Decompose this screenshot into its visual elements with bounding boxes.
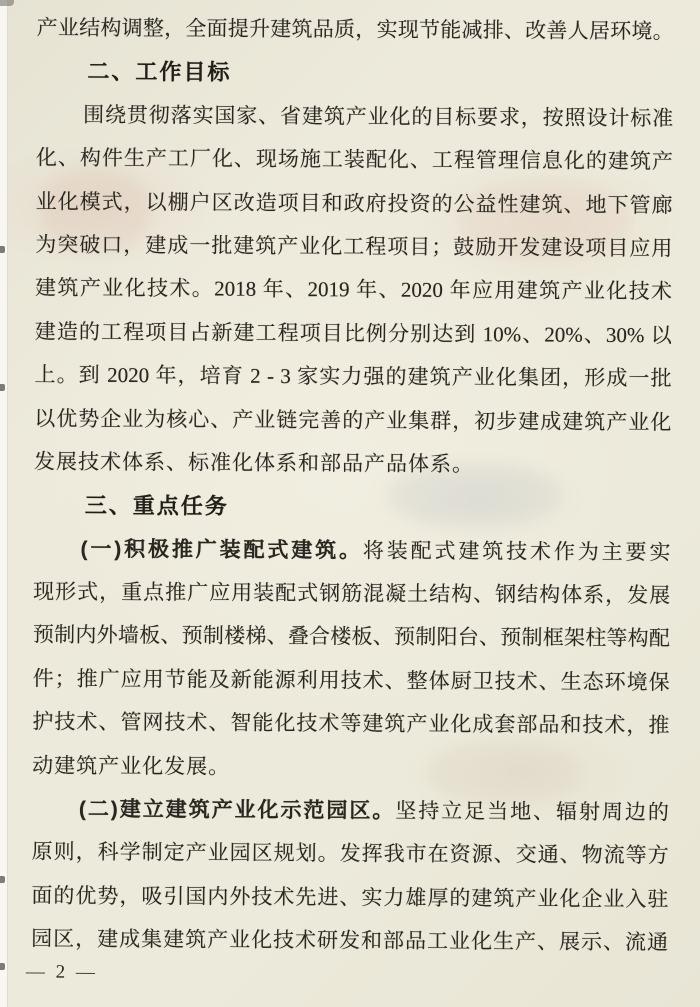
- text-line: 护技术、管网技术、智能化技术等建筑产业化成套部品和技术，推: [32, 709, 670, 738]
- text-line: 动建筑产业化发展。: [32, 753, 231, 779]
- text-line: (一)积极推广装配式建筑。将装配式建筑技术作为主要实: [80, 537, 671, 565]
- scan-edge-mark: [0, 876, 5, 883]
- text-line: 上。到 2020 年，培育 2 - 3 家实力强的建筑产业化集团，形成一批: [34, 362, 672, 391]
- text-line: 建筑产业化技术。2018 年、2019 年、2020 年应用建筑产业化技术: [35, 275, 673, 304]
- scan-corner-artifact: [0, 0, 14, 6]
- text-line: 产业结构调整，全面提升建筑品质，实现节能减排、改善人居环境。: [36, 15, 674, 44]
- text-line: 园区，建成集建筑产业化技术研发和部品工业化生产、展示、流通: [31, 926, 669, 955]
- page-number: — 2 —: [25, 960, 98, 983]
- paragraph-lead: (一)积极推广装配式建筑。: [80, 537, 363, 563]
- document-body: [25, 6, 674, 991]
- text-line: 为突破口，建成一批建筑产业化工程项目；鼓励开发建设项目应用: [35, 232, 673, 261]
- text-line: 发展技术体系、标准化体系和部品产品体系。: [33, 449, 475, 477]
- scan-edge-mark: [0, 384, 5, 391]
- scan-edge-mark: [0, 246, 5, 253]
- text-line: 建造的工程项目占新建工程项目比例分别达到 10%、20%、30% 以: [34, 319, 672, 348]
- scan-left-edge: [0, 0, 8, 1007]
- scan-edge-mark: [0, 963, 5, 970]
- text-line: 业化模式，以棚户区改造项目和政府投资的公益性建筑、地下管廊: [35, 189, 673, 217]
- section-heading: 二、工作目标: [87, 59, 232, 86]
- text-line: 面的优势，吸引国内外技术先进、实力雄厚的建筑产业化企业入驻: [31, 883, 669, 912]
- text-line: 预制内外墙板、预制楼梯、叠合楼板、预制阳台、预制框架柱等构配: [32, 622, 671, 651]
- text-line: 化、构件生产工厂化、现场施工装配化、工程管理信息化的建筑产: [35, 145, 673, 174]
- text-lines: [31, 6, 674, 964]
- text-line: 件；推广应用节能及新能源利用技术、整体厨卫技术、生态环境保: [32, 666, 670, 695]
- paragraph-lead: (二)建立建筑产业化示范园区。: [78, 797, 396, 823]
- text-line: (二)建立建筑产业化示范园区。坚持立足当地、辐射周边的: [78, 797, 669, 825]
- text-line: 以优势企业为核心、产业链完善的产业集群，初步建成建筑产业化: [34, 405, 672, 434]
- section-heading: 三、重点任务: [84, 493, 229, 519]
- text-line: 围绕贯彻落实国家、省建筑产业化的目标要求，按照设计标准: [83, 102, 674, 131]
- text-line: 原则，科学制定产业园区规划。发挥我市在资源、交通、物流等方: [31, 839, 669, 868]
- text-line: 现形式，重点推广应用装配式钢筋混凝土结构、钢结构体系，发展: [33, 579, 671, 608]
